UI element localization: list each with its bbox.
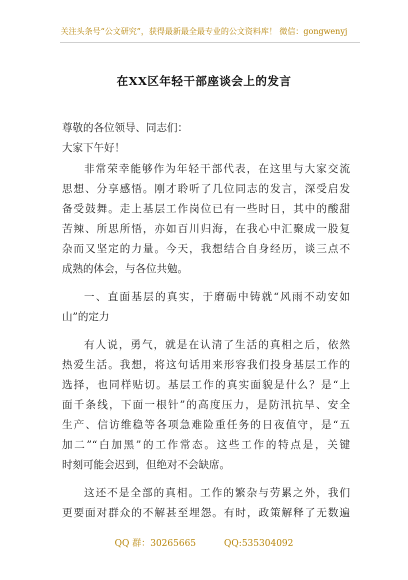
section-heading: 一、直面基层的真实，于磨砺中铸就“风雨不动安如: [84, 291, 350, 303]
greeting: 大家下午好！: [62, 142, 125, 154]
body-line: 面千条线，下面一根针”的高度压力，是防汛抗旱、安全: [62, 399, 350, 411]
salutation: 尊敬的各位领导、同志们：: [62, 122, 188, 134]
body-line: 加二”“白加黑”的工作常态。这些工作的特点是，关键: [62, 439, 350, 451]
body-line: 思想、分享感悟。刚才聆听了几位同志的发言，深受启发: [62, 183, 350, 195]
document-title: 在XX区年轻干部座谈会上的发言: [116, 74, 292, 88]
body-line: 有人说，勇气，就是在认清了生活的真相之后，依然: [84, 339, 350, 351]
footer-qq: QQ:535304092: [224, 539, 294, 549]
header-divider: [60, 42, 360, 43]
body-line: 更要面对群众的不解甚至埋怨。有时，政策解释了无数遍: [62, 507, 350, 519]
body-line: 苦辣、所思所悟，亦如百川归海，在我心中汇聚成一股复: [62, 223, 350, 235]
footer-contact: [0, 536, 408, 549]
header-banner: 关注头条号“公文研究”，获得最新最全最专业的公文资料库！ 微信：gongwenyj: [60, 27, 348, 36]
body-line: 这还不是全部的真相。工作的繁杂与劳累之外，我们: [84, 487, 350, 499]
body-line: 非常荣幸能够作为年轻干部代表，在这里与大家交流: [84, 163, 350, 175]
section-heading: 山”的定力: [62, 311, 110, 323]
body-line: 时刻可能会迟到，但绝对不会缺席。: [62, 459, 230, 471]
body-line: 杂而又坚定的力量。今天，我想结合自身经历，谈三点不: [62, 243, 350, 255]
footer-qq-group: QQ 群：30265665: [114, 539, 197, 549]
body-line: 成熟的体会，与各位共勉。: [62, 263, 188, 275]
body-line: 选择，也同样贴切。基层工作的真实面貌是什么？是“上: [62, 379, 350, 391]
body-line: 热爱生活。我想，将这句话用来形容我们投身基层工作的: [62, 359, 350, 371]
body-line: 生产、信访维稳等各项急难险重任务的日夜值守，是“五: [62, 419, 350, 431]
body-line: 备受鼓舞。走上基层工作岗位已有一些时日，其中的酸甜: [62, 203, 350, 215]
